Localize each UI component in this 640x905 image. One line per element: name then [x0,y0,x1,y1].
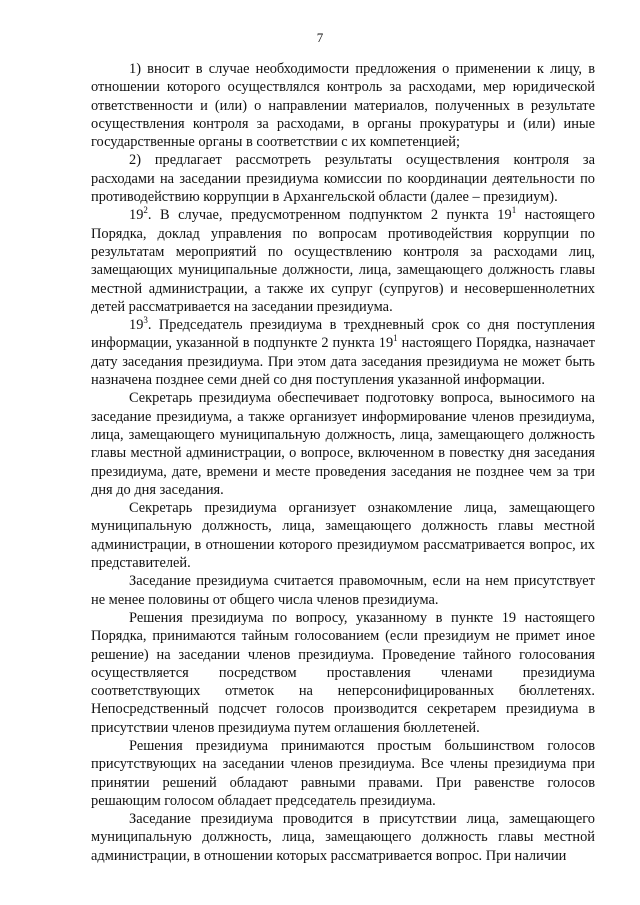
superscript-index: 1 [393,333,398,344]
paragraph-text: Решения президиума принимаются простым большинством голосов присутствующих на заседании членов президиума. Все члены президиума при принятии решений обладают равными правами. При равенстве голосов решающим голосом обладает председатель президиума. [91,737,595,809]
document-body [91,60,595,865]
paragraph-text: Секретарь президиума организует ознакомление лица, замещающего муниципальную должность, лица, замещающего должность главы местной администрации, в отношении которого президиумом рассматривается вопрос, их представителей. [91,500,595,572]
paragraph [91,60,595,151]
paragraph-text: Решения президиума по вопросу, указанному в пункте 19 настоящего Порядка, принимаются тайным голосованием (если президиум не примет иное решение) на заседании членов президиума. Проведение тайного голосования осуществляется посредством проставления членами президиума соответствующих отметок на неперсонифицированных бюллетенях. Непосредственный подсчет голосов производится секретарем президиума в присутствии членов президиума путем оглашения бюллетеней. [91,609,595,736]
paragraph-text: настоящего Порядка, доклад управления по вопросам противодействия коррупции по результатам мероприятий по осуществлению контроля за расходами лиц, замещающих муниципальные должности, лица, замещающего должность главы местной администрации, а также их супруг (супругов) и несовершеннолетних детей рассматривается на заседании президиума. [91,207,596,315]
page-number: 7 [316,30,324,45]
paragraph [91,151,595,206]
paragraph-text: 1) вносит в случае необходимости предложения о применении к лицу, в отношении которого осуществлялся контроль за расходами, мер юридической ответственности и (или) о направлении материалов, полученных в результате осуществления контроля за расходами, в органы прокуратуры и (или) иные государственные органы в соответствии с их компетенцией; [91,61,595,151]
paragraph-text: Секретарь президиума обеспечивает подготовку вопроса, выносимого на заседание президиума, а также организует информирование членов президиума, лица, замещающего муниципальную должность, лица, замещающего должность главы местной администрации, о вопросе, включенном в повестку дня заседания президиума, дате, времени и месте проведения заседания не позднее чем за три дня до дня заседания. [91,390,595,498]
paragraph [91,206,595,316]
paragraph [91,499,595,572]
paragraph-text: Заседание президиума считается правомочным, если на нем присутствует не менее половины от общего числа членов президиума. [91,573,595,608]
paragraph [91,316,595,389]
paragraph-text: 19 [129,207,144,224]
paragraph-text: 19 [129,317,144,334]
paragraph-text: . Председатель президиума в трехдневный срок со дня поступления информации, указанной в подпункте 2 пункта 19 [91,317,595,352]
paragraph-text: 2) предлагает рассмотреть результаты осуществления контроля за расходами на заседании президиума комиссии по координации деятельности по противодействию коррупции в Архангельской области (далее – президиум). [91,152,595,206]
paragraph [91,389,595,499]
paragraph [91,609,595,737]
paragraph-text: . В случае, предусмотренном подпунктом 2 пункта 19 [147,207,512,224]
paragraph [91,737,595,810]
paragraph [91,572,595,609]
superscript-index: 2 [143,205,148,216]
superscript-index: 3 [143,315,148,326]
paragraph-text: настоящего Порядка, назначает дату заседания президиума. При этом дата заседания президиума не может быть назначена позднее семи дней со дня поступления указанной информации. [91,335,596,389]
paragraph [91,810,595,865]
superscript-index: 1 [511,205,517,216]
paragraph-text: Заседание президиума проводится в присутствии лица, замещающего муниципальную должность, лица, замещающего должность главы местной администрации, в отношении которых рассматривается вопрос. При наличии [91,811,595,864]
